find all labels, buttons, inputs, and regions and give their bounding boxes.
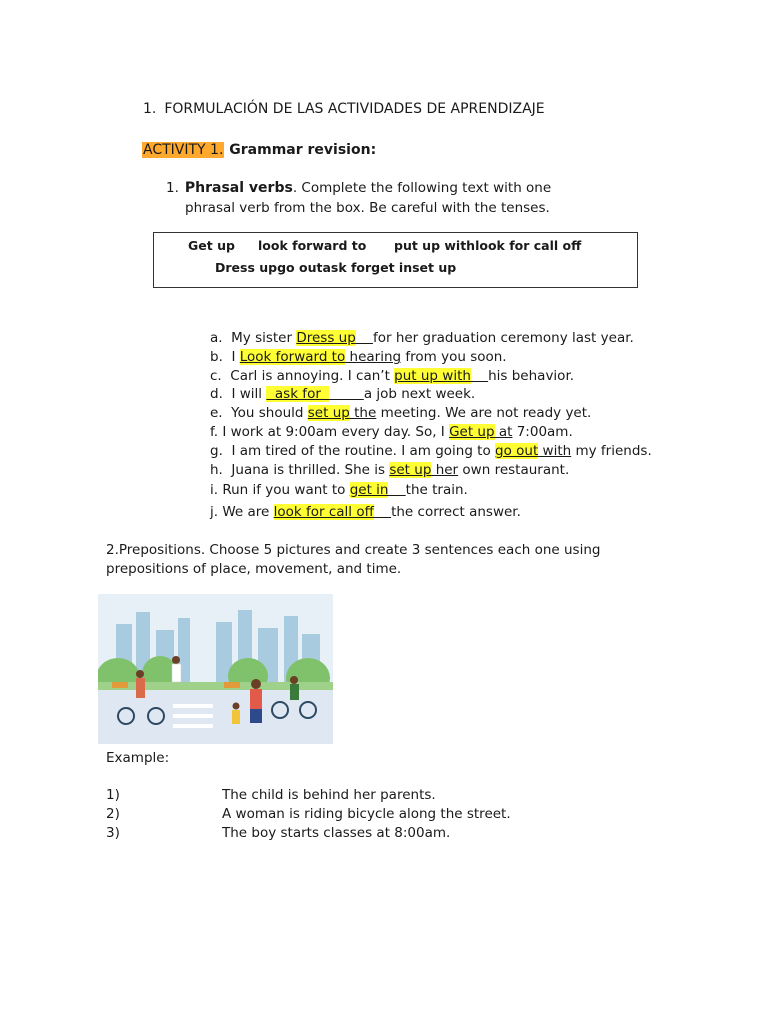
park-illustration — [98, 594, 333, 744]
sentence-text: A woman is riding bicycle along the street. — [222, 806, 511, 822]
exercise-rest: own restaurant. — [458, 462, 570, 478]
exercise-prompt: j. We are — [210, 504, 274, 520]
section-title: FORMULACIÓN DE LAS ACTIVIDADES DE APRENDIZAJE — [164, 101, 545, 117]
word-get-up: Get up — [188, 238, 235, 253]
exercise-line — [210, 482, 468, 498]
sentence-text: The boy starts classes at 8:00am. — [222, 825, 451, 841]
exercise-line — [210, 405, 591, 421]
exercise-prompt: f. I work at 9:00am every day. So, I — [210, 424, 450, 440]
phrasal-number: 1. — [166, 180, 179, 196]
exercise-line — [210, 386, 475, 402]
phrasal-verbs-instruction — [166, 178, 551, 218]
exercise-line — [210, 368, 574, 384]
phrasal-title: Phrasal verbs — [184, 180, 293, 196]
exercise-prompt: b. I — [210, 349, 240, 365]
sentence-number: 3) — [106, 825, 120, 841]
exercise-line — [210, 443, 652, 459]
exercise-blank — [356, 330, 373, 346]
exercise-rest: my friends. — [571, 443, 652, 459]
exercise-blank: with — [538, 443, 572, 459]
exercise-prompt: a. My sister — [210, 330, 297, 346]
exercise-rest: his behavior. — [488, 368, 575, 384]
section-number: 1. — [143, 101, 157, 117]
exercise-rest: the correct answer. — [391, 504, 521, 520]
exercise-blank — [471, 368, 488, 384]
exercise-prompt: g. I am tired of the routine. I am going to — [210, 443, 496, 459]
exercise-rest: for her graduation ceremony last year. — [372, 330, 634, 346]
sentence-text: The child is behind her parents. — [222, 787, 436, 803]
exercise-answer: go out — [495, 443, 539, 459]
exercise-answer: set up — [307, 405, 350, 421]
word-box-row1 — [188, 238, 581, 253]
exercise-answer: ask for — [266, 386, 330, 402]
example-label: Example: — [106, 750, 170, 766]
exercise-line — [210, 424, 573, 440]
exercise-prompt: i. Run if you want to — [210, 482, 350, 498]
word-group-put-up: put up withlook for call off — [394, 238, 582, 253]
phrasal-line2: phrasal verb from the box. Be careful with the tenses. — [185, 200, 550, 216]
activity-tag: ACTIVITY 1. — [143, 142, 224, 158]
section-heading — [143, 101, 545, 117]
exercise-line — [210, 462, 569, 478]
exercise-answer: look for call off — [273, 504, 374, 520]
exercise-blank — [374, 504, 391, 520]
word-box — [153, 232, 638, 288]
exercise-blank: the — [349, 405, 377, 421]
word-look-forward-to: look forward to — [258, 238, 367, 253]
exercise-answer: get in — [349, 482, 389, 498]
exercise-answer: Dress up — [296, 330, 356, 346]
exercise-blank: her — [431, 462, 459, 478]
sentence-number: 2) — [106, 806, 120, 822]
exercise-rest: 7:00am. — [512, 424, 573, 440]
exercise-answer: set up — [389, 462, 432, 478]
exercise-blank — [329, 386, 363, 402]
exercise-answer: Get up — [449, 424, 495, 440]
word-box-row2: Dress upgo outask forget inset up — [215, 260, 457, 275]
prepositions-line2: prepositions of place, movement, and time. — [106, 561, 402, 577]
prepositions-instruction — [106, 541, 600, 579]
exercise-blank: at — [494, 424, 513, 440]
activity-heading — [142, 142, 376, 158]
exercise-line — [210, 349, 507, 365]
exercise-line — [210, 504, 521, 520]
exercise-blank — [388, 482, 405, 498]
exercise-line — [210, 330, 634, 346]
exercise-prompt: c. Carl is annoying. I can’t — [210, 368, 395, 384]
exercise-blank: hearing — [345, 349, 402, 365]
sentence-number: 1) — [106, 787, 120, 803]
exercise-rest: the train. — [405, 482, 468, 498]
exercise-prompt: d. I will — [210, 386, 267, 402]
exercise-prompt: h. Juana is thrilled. She is — [210, 462, 390, 478]
exercise-rest: meeting. We are not ready yet. — [376, 405, 592, 421]
prepositions-line1: 2.Prepositions. Choose 5 pictures and create 3 sentences each one using — [106, 542, 601, 558]
exercise-rest: from you soon. — [401, 349, 507, 365]
exercise-rest: a job next week. — [363, 386, 476, 402]
phrasal-line1: . Complete the following text with one — [292, 180, 552, 196]
exercise-answer: Look forward to — [239, 349, 346, 365]
exercise-answer: put up with — [394, 368, 471, 384]
exercise-prompt: e. You should — [210, 405, 308, 421]
activity-title: Grammar revision: — [224, 142, 377, 158]
